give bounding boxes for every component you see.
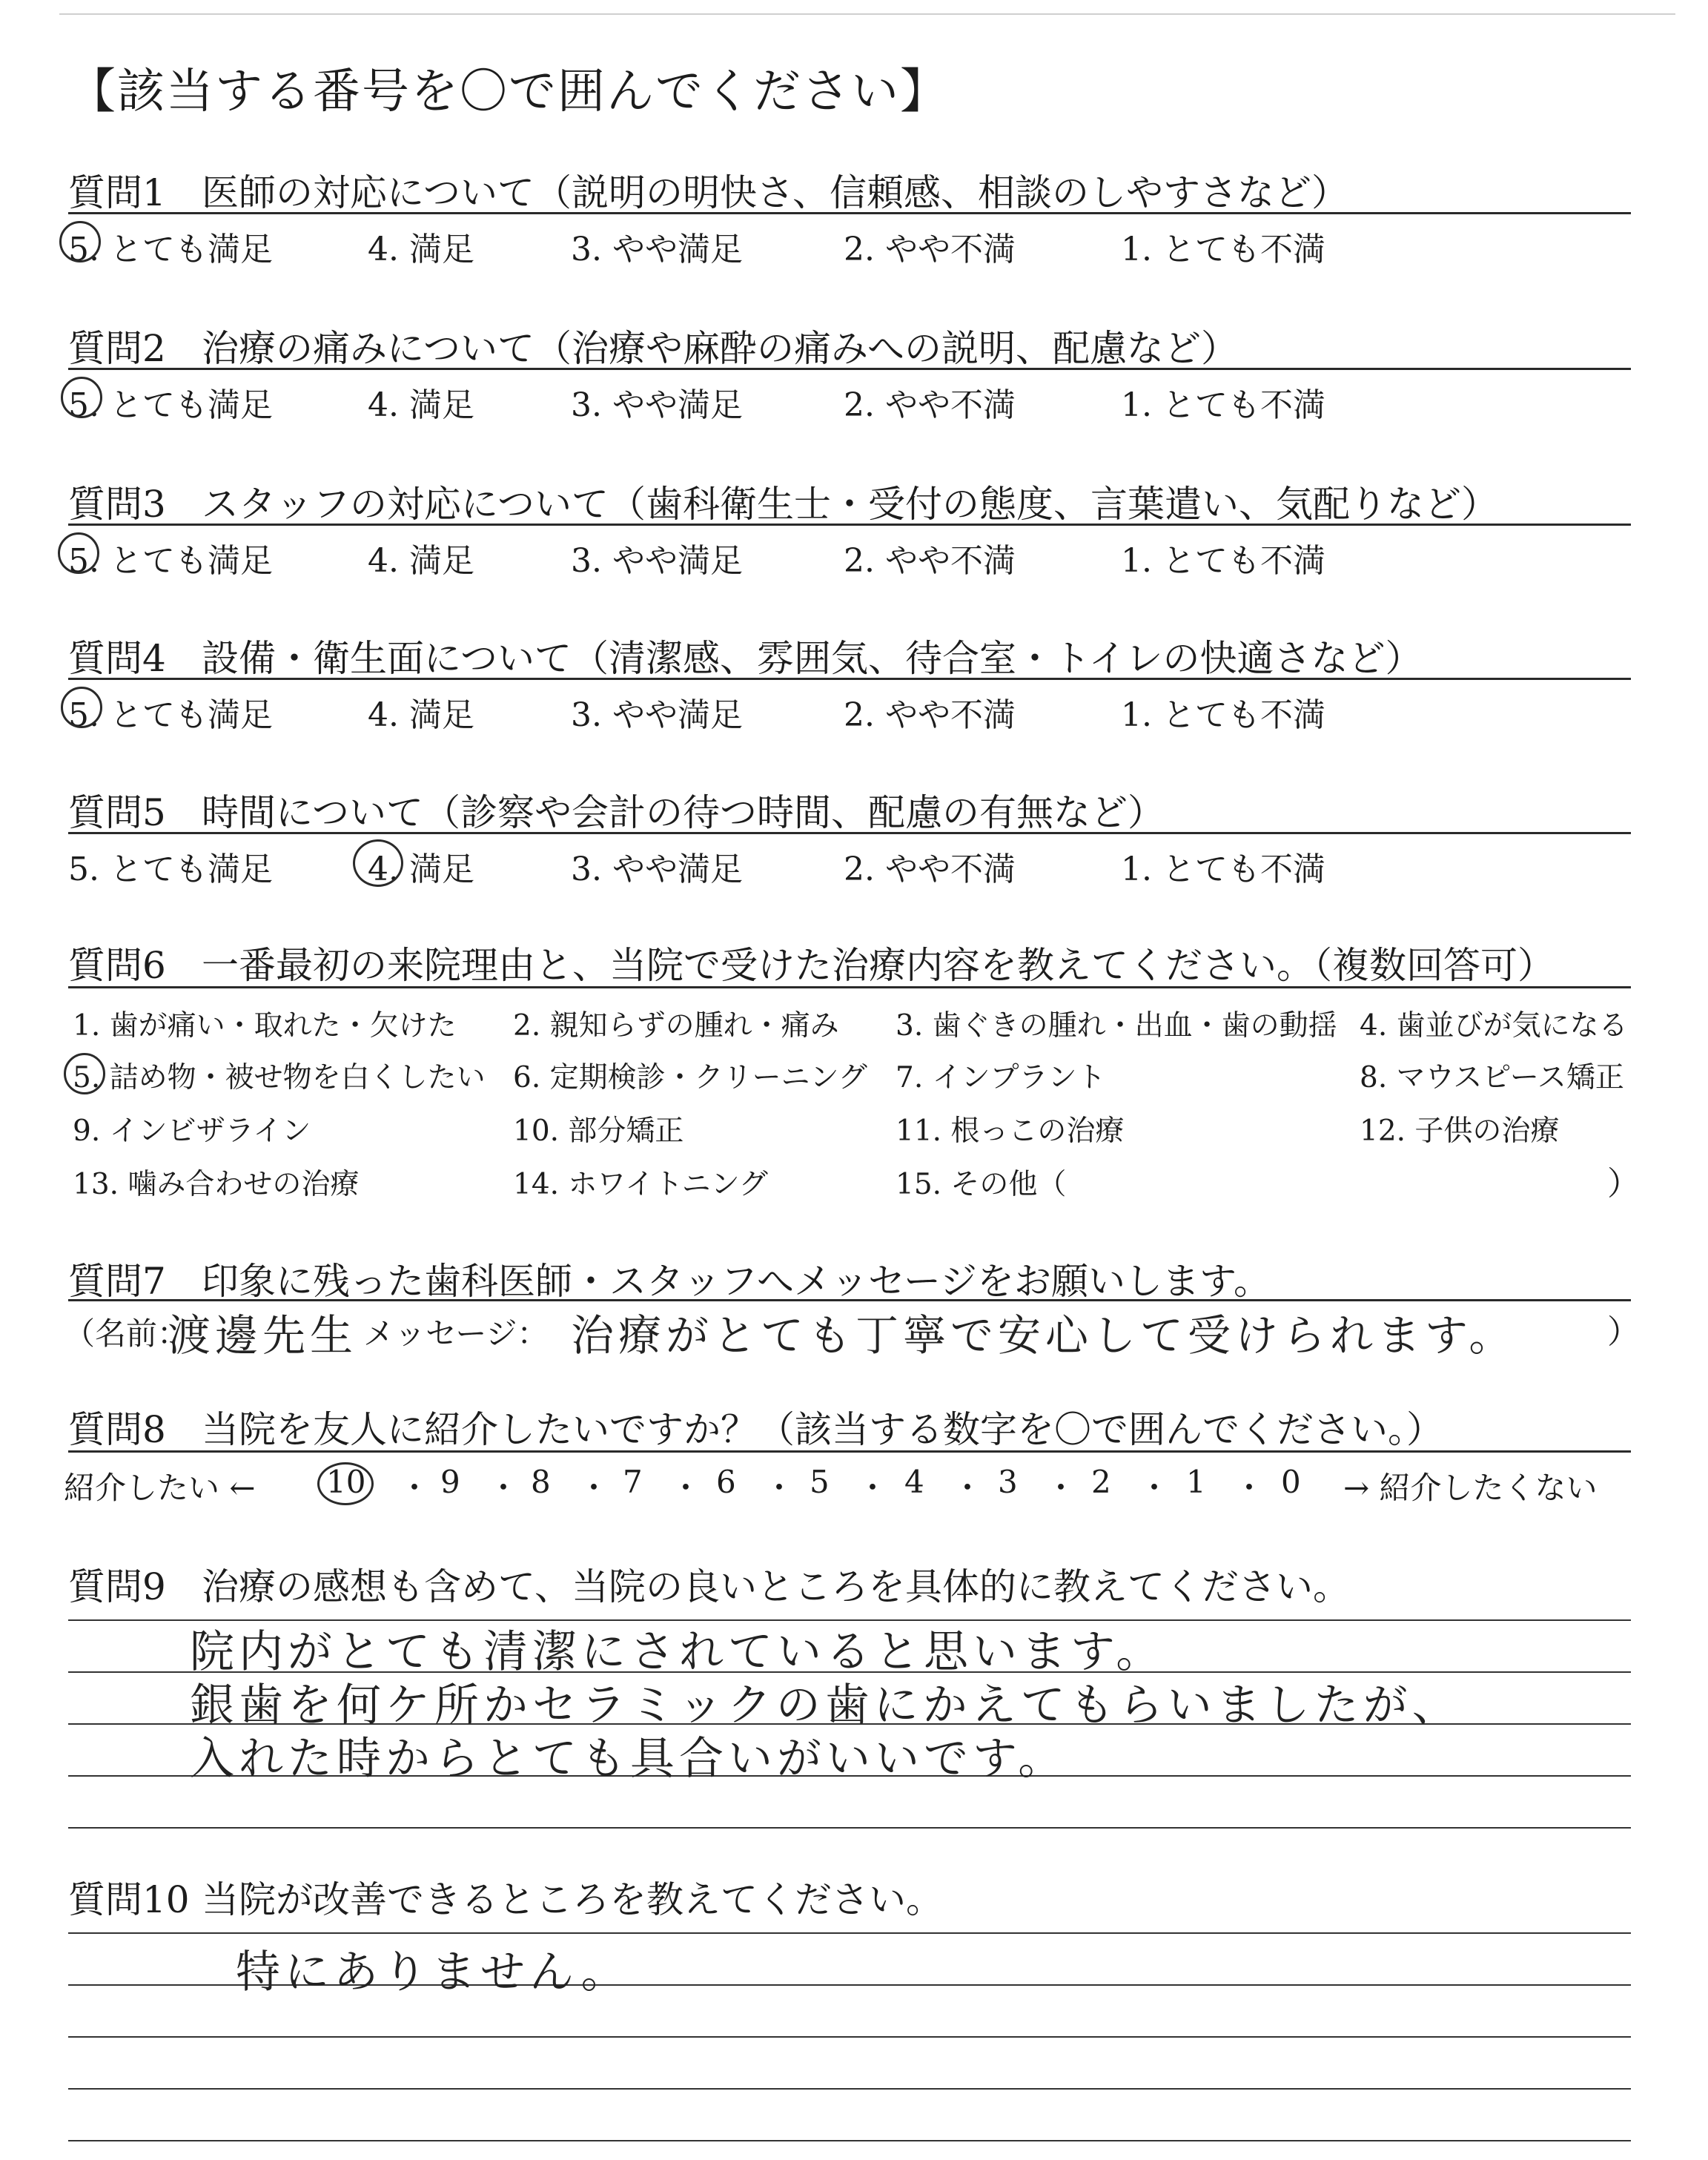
q2-heading: [68, 319, 1238, 372]
q1-rule: [68, 212, 1631, 214]
q8-scale-dot: ・: [1139, 1470, 1171, 1506]
q8-scale-dot: ・: [764, 1470, 795, 1506]
q1-selection-circle: [59, 221, 101, 262]
q8-scale-3[interactable]: 3: [998, 1464, 1018, 1500]
q7-number: 質問7: [68, 1260, 166, 1303]
q6-other-close-paren: ）: [1607, 1165, 1640, 1203]
q6-option-10[interactable]: 10. 部分矯正: [513, 1114, 684, 1148]
q6-option-15[interactable]: 15. その他（: [896, 1168, 1067, 1201]
q10-line-3: [68, 2036, 1631, 2038]
q8-number: 質問8: [68, 1408, 166, 1451]
q4-option-3[interactable]: 3. やや満足: [571, 696, 743, 734]
q6-option-3[interactable]: 3. 歯ぐきの腫れ・出血・歯の動揺: [896, 1009, 1337, 1043]
q2-text: 治療の痛みについて（治療や麻酔の痛みへの説明、配慮など）: [202, 327, 1238, 370]
q6-rule: [68, 986, 1631, 988]
q2-rule: [68, 368, 1631, 370]
q1-number: 質問1: [68, 171, 166, 214]
q8-scale-dot: ・: [578, 1470, 610, 1506]
q8-scale-dot: ・: [857, 1470, 889, 1506]
q8-scale-2[interactable]: 2: [1091, 1464, 1111, 1500]
q8-scale-dot: ・: [1234, 1470, 1265, 1506]
q9-heading: [68, 1557, 1350, 1611]
q1-option-5[interactable]: 5. とても満足: [68, 231, 273, 268]
q8-scale-10[interactable]: 10: [326, 1464, 366, 1500]
q1-option-1[interactable]: 1. とても不満: [1121, 231, 1325, 268]
q3-rule: [68, 524, 1631, 526]
q6-option-4[interactable]: 4. 歯並びが気になる: [1360, 1009, 1628, 1043]
q6-option-6[interactable]: 6. 定期検診・クリーニング: [513, 1061, 867, 1094]
q3-option-4[interactable]: 4. 満足: [368, 542, 474, 580]
q9-number: 質問9: [68, 1565, 166, 1608]
q4-option-1[interactable]: 1. とても不満: [1121, 696, 1325, 734]
q10-heading: [68, 1870, 943, 1923]
q3-text: スタッフの対応について（歯科衛生士・受付の態度、言葉遣い、気配りなど）: [202, 483, 1498, 526]
q6-heading: [68, 936, 1555, 989]
q6-option-5[interactable]: 5. 詰め物・被せ物を白くしたい: [73, 1061, 486, 1094]
q3-option-3[interactable]: 3. やや満足: [571, 542, 743, 580]
q8-scale-dot: ・: [1045, 1470, 1077, 1506]
q8-scale-4[interactable]: 4: [904, 1464, 924, 1500]
q6-option-11[interactable]: 11. 根っこの治療: [896, 1114, 1125, 1148]
q10-line-5: [68, 2140, 1631, 2141]
q8-scale-5[interactable]: 5: [810, 1464, 830, 1500]
q9-answer-line-2[interactable]: 銀歯を何ケ所かセラミックの歯にかえてもらいましたが、: [190, 1680, 1461, 1731]
q7-heading: [68, 1252, 1271, 1305]
q8-scale-0[interactable]: 0: [1281, 1464, 1301, 1500]
q8-scale-dot: ・: [399, 1470, 431, 1506]
q2-option-3[interactable]: 3. やや満足: [571, 386, 743, 424]
q8-scale-7[interactable]: 7: [623, 1464, 643, 1500]
q5-option-2[interactable]: 2. やや不満: [844, 851, 1016, 888]
q6-option-12[interactable]: 12. 子供の治療: [1360, 1114, 1560, 1148]
q8-scale-dot: ・: [952, 1470, 984, 1506]
q4-option-2[interactable]: 2. やや不満: [844, 696, 1016, 734]
q1-option-2[interactable]: 2. やや不満: [844, 231, 1016, 268]
q5-heading: [68, 783, 1165, 836]
q3-selection-circle: [58, 532, 99, 574]
q8-scale-6[interactable]: 6: [716, 1464, 736, 1500]
q10-text: 当院が改善できるところを教えてください。: [202, 1878, 943, 1921]
q9-line-5: [68, 1827, 1631, 1829]
q4-rule: [68, 678, 1631, 680]
q3-heading: [68, 475, 1498, 528]
q9-text: 治療の感想も含めて、当院の良いところを具体的に教えてください。: [202, 1565, 1350, 1608]
q5-option-3[interactable]: 3. やや満足: [571, 851, 743, 888]
q10-line-1: [68, 1932, 1631, 1934]
q5-text: 時間について（診察や会計の待つ時間、配慮の有無など）: [202, 791, 1165, 834]
q5-rule: [68, 832, 1631, 834]
q10-line-4: [68, 2088, 1631, 2090]
q8-scale-1[interactable]: 1: [1186, 1464, 1206, 1500]
q5-number: 質問5: [68, 791, 166, 834]
q6-option-9[interactable]: 9. インビザライン: [73, 1114, 311, 1148]
q4-text: 設備・衛生面について（清潔感、雰囲気、待合室・トイレの快適さなど）: [202, 637, 1423, 680]
q2-option-5[interactable]: 5. とても満足: [68, 386, 273, 424]
q8-selection-circle: [317, 1462, 374, 1505]
q6-text: 一番最初の来院理由と、当院で受けた治療内容を教えてください。（複数回答可）: [202, 944, 1555, 987]
q7-message-value[interactable]: 治療がとても丁寧で安心して受けられます。: [571, 1310, 1517, 1361]
q8-text: 当院を友人に紹介したいですか？（該当する数字を〇で囲んでください。）: [202, 1408, 1443, 1451]
q4-option-4[interactable]: 4. 満足: [368, 696, 474, 734]
q6-option-14[interactable]: 14. ホワイトニング: [513, 1168, 768, 1201]
q3-number: 質問3: [68, 483, 166, 526]
q8-scale-dot: ・: [488, 1470, 520, 1506]
q6-selection-circle: [64, 1053, 105, 1094]
q2-selection-circle: [61, 377, 102, 418]
q3-option-5[interactable]: 5. とても満足: [68, 542, 273, 580]
q4-selection-circle: [61, 687, 102, 728]
scan-top-edge: [59, 13, 1675, 15]
q7-close-paren: ）: [1607, 1313, 1640, 1351]
q1-text: 医師の対応について（説明の明快さ、信頼感、相談のしやすさなど）: [202, 171, 1348, 214]
q5-option-5[interactable]: 5. とても満足: [68, 851, 273, 888]
q8-scale-9[interactable]: 9: [440, 1464, 460, 1500]
q1-heading: [68, 163, 1348, 217]
q3-option-1[interactable]: 1. とても不満: [1121, 542, 1325, 580]
q10-number: 質問10: [68, 1878, 190, 1921]
q8-heading: [68, 1400, 1443, 1453]
q10-answer-line-1[interactable]: 特にありません。: [236, 1946, 630, 1998]
q2-option-4[interactable]: 4. 満足: [368, 386, 474, 424]
q6-option-1[interactable]: 1. 歯が痛い・取れた・欠けた: [73, 1009, 457, 1043]
q6-option-13[interactable]: 13. 噛み合わせの治療: [73, 1168, 360, 1201]
form-title: 【該当する番号を〇で囲んでください】: [68, 65, 949, 119]
q5-option-1[interactable]: 1. とても不満: [1121, 851, 1325, 888]
q7-text: 印象に残った歯科医師・スタッフへメッセージをお願いします。: [202, 1260, 1271, 1303]
q6-number: 質問6: [68, 944, 166, 987]
q6-option-2[interactable]: 2. 親知らずの腫れ・痛み: [513, 1009, 839, 1043]
q8-rule: [68, 1450, 1631, 1453]
q7-name-label: （名前：: [64, 1315, 189, 1352]
q8-right-label: → 紹介したくない: [1343, 1470, 1598, 1506]
q1-option-3[interactable]: 3. やや満足: [571, 231, 743, 268]
q8-left-label: 紹介したい ←: [64, 1470, 256, 1506]
q2-option-1[interactable]: 1. とても不満: [1121, 386, 1325, 424]
q5-option-4[interactable]: 4. 満足: [368, 851, 474, 888]
q1-option-4[interactable]: 4. 満足: [368, 231, 474, 268]
q2-option-2[interactable]: 2. やや不満: [844, 386, 1016, 424]
q7-message-label: メッセージ：: [363, 1315, 549, 1352]
q3-option-2[interactable]: 2. やや不満: [844, 542, 1016, 580]
q4-number: 質問4: [68, 637, 166, 680]
q6-option-7[interactable]: 7. インプラント: [896, 1061, 1106, 1094]
q4-heading: [68, 629, 1423, 682]
q9-answer-line-3[interactable]: 入れた時からとても具合いがいいです。: [190, 1733, 1068, 1785]
q8-scale-dot: ・: [670, 1470, 702, 1506]
q5-selection-circle: [353, 839, 403, 887]
q6-option-8[interactable]: 8. マウスピース矯正: [1360, 1061, 1624, 1094]
q9-answer-line-1[interactable]: 院内がとても清潔にされていると思います。: [190, 1626, 1165, 1678]
q8-scale-8[interactable]: 8: [531, 1464, 551, 1500]
q2-number: 質問2: [68, 327, 166, 370]
q7-name-value[interactable]: 渡邊先生: [168, 1310, 358, 1361]
q4-option-5[interactable]: 5. とても満足: [68, 696, 273, 734]
